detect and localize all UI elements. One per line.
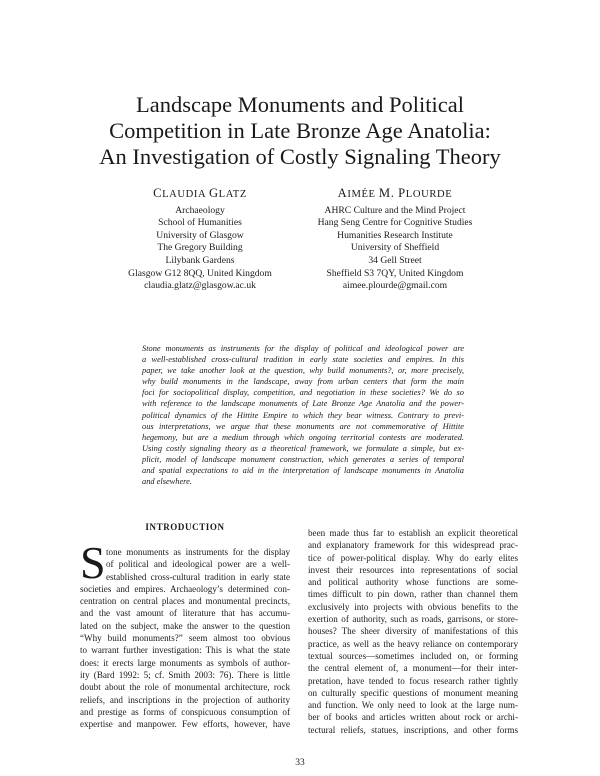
body-line: exclusively into projects with obvious benefits to the — [308, 601, 518, 612]
abstract-line: foci for sociopolitical display, competition, and negotiation in these societies? We do so — [142, 388, 464, 398]
author-block-plourde — [275, 187, 515, 293]
abstract-line: hegemony, but are a medium through which ongoing territorial contests are moderated. — [142, 432, 464, 442]
abstract-line: a well-established cross-cultural tradition in early state societies and empires. In this — [142, 355, 464, 365]
body-line: does: it erects large monuments as symbols of author- — [80, 657, 290, 668]
body-line: houses? The sheer diversity of manifestations of this — [308, 626, 518, 637]
author-name: CLAUDIA GLATZ — [153, 186, 247, 200]
affiliation-line: Lilybank Gardens — [165, 254, 235, 266]
right-column — [308, 527, 518, 736]
body-line: on culturally specific questions of monument meaning — [308, 687, 518, 698]
abstract-line: Stone monuments as instruments for the display of political and ideological power are — [142, 344, 464, 353]
affiliation-line: Archaeology — [175, 204, 225, 216]
body-line: practice, as well as the heavy reliance on contemporary — [308, 638, 518, 649]
body-line: and political authority whose functions are some- — [308, 577, 518, 588]
affiliation-line: Humanities Research Institute — [337, 229, 453, 241]
body-line: and the vast amount of literature that has accumu- — [80, 608, 290, 619]
abstract-line: paper, we take another look at the question, why build monuments?, or, more precisely, — [142, 366, 464, 376]
affiliation-line: School of Humanities — [158, 217, 242, 229]
affiliation-line: The Gregory Building — [157, 242, 243, 254]
abstract-line: why build monuments in the landscape, away from urban centers that form the main — [142, 377, 464, 387]
body-line: doubt about the role of monumental architecture, rock — [80, 682, 290, 693]
abstract-line: ous interpretations, we argue that these monuments are not commemorative of Hittite — [142, 421, 464, 431]
abstract-line: Using costly signaling theory as a theoretical framework, we formulate a simple, but ex- — [142, 443, 464, 453]
body-line: to warrant further investigation: This is what the state — [80, 645, 290, 656]
body-line: and explanatory framework for this widespread prac- — [308, 540, 518, 551]
title-line: Landscape Monuments and Political — [135, 92, 465, 117]
body-line: been made thus far to establish an explicit theoretical — [308, 528, 518, 538]
body-line: expertise and manpower. Few efforts, however, have — [80, 719, 290, 730]
abstract-line: and spatial expectations to aid in the interpretation of landscape monuments in Anatolia — [142, 466, 464, 476]
drop-cap: S — [80, 537, 106, 588]
author-email[interactable]: aimee.plourde@gmail.com — [342, 280, 448, 292]
body-line: tectural reliefs, statues, inscriptions, and other forms — [308, 724, 518, 735]
body-line: pretation, have tended to focus research rather tightly — [308, 675, 518, 686]
author-email[interactable]: claudia.glatz@glasgow.ac.uk — [144, 280, 256, 292]
affiliation-line: Hang Seng Centre for Cognitive Studies — [317, 217, 473, 229]
body-line: and prestige as forms of conspicuous consumption of — [80, 706, 290, 717]
affiliation-line: 34 Gell Street — [368, 254, 422, 266]
page-number: 33 — [295, 758, 305, 768]
section-heading: INTRODUCTION — [145, 522, 225, 532]
abstract-line: political dynamics of the Hittite Empire to which they bear witness. Contrary to previ- — [142, 410, 464, 420]
body-line: tone monuments as instruments for the display — [106, 547, 290, 557]
body-line: lated on the subject, make the answer to the question — [80, 620, 290, 631]
body-line: reliefs, and inscriptions in the projection of authority — [80, 694, 290, 705]
affiliation-line: Sheffield S3 7QY, United Kingdom — [326, 267, 464, 279]
body-line: textual sources—sometimes included on, or forming — [308, 650, 518, 661]
title-line: An Investigation of Costly Signaling Theory — [99, 144, 501, 169]
body-line: the central element of, a monument—for their inter- — [308, 663, 518, 674]
abstract — [142, 343, 464, 487]
abstract-line: plicit, model of landscape monument construction, which generates a series of temporal — [142, 454, 464, 464]
affiliation-line: University of Sheffield — [350, 242, 440, 254]
body-line: “Why build monuments?” seem almost too obvious — [80, 633, 290, 644]
abstract-line: with reference to the landscape monuments of Late Bronze Age Anatolia and the power- — [142, 399, 464, 409]
body-line: ber of books and articles written about rock or archi- — [308, 712, 518, 723]
body-line: ity (Bard 1992: 5; cf. Smith 2003: 76). There is little — [80, 669, 290, 680]
paper-title — [50, 92, 550, 170]
affiliation-line: University of Glasgow — [156, 229, 244, 241]
body-line: exertion of authority, such as roads, garrisons, or store- — [308, 614, 518, 625]
body-line: invest their resources into representations of social — [308, 564, 518, 575]
affiliation-line: AHRC Culture and the Mind Project — [324, 204, 466, 216]
body-line: societies and empires. Archaeology’s determined con- — [80, 583, 290, 594]
body-line: and function. We only need to look at the large num- — [308, 700, 518, 711]
body-line: times difficult to pin down, rather than channel them — [308, 589, 518, 600]
abstract-line: and elsewhere. — [142, 477, 192, 487]
author-name: AIMÉE M. PLOURDE — [337, 186, 453, 200]
title-line: Competition in Late Bronze Age Anatolia: — [109, 118, 491, 143]
body-line: tice of power-political display. Why do early elites — [308, 552, 518, 563]
body-line: of political and ideological power are a well- — [106, 559, 290, 570]
body-line: centration on central places and monumental precincts, — [80, 596, 290, 607]
affiliation-line: Glasgow G12 8QQ, United Kingdom — [128, 267, 272, 279]
left-column — [80, 546, 290, 730]
body-line: established cross-cultural tradition in early state — [106, 571, 290, 582]
